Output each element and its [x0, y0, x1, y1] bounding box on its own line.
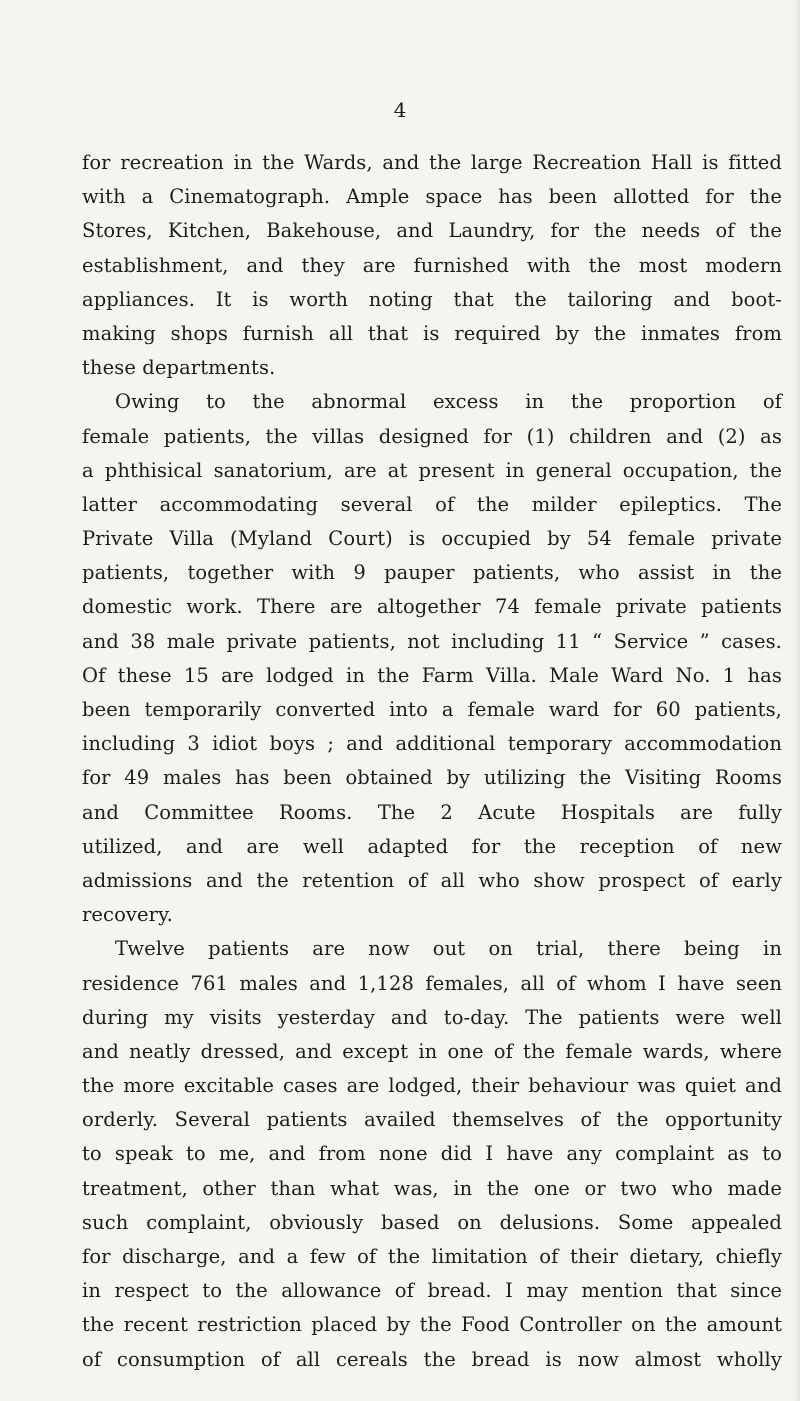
text-line: residence 761 males and 1,128 females, all of whom I have seen [82, 971, 782, 995]
text-line: Stores, Kitchen, Bakehouse, and Laundry, for the needs of the [82, 219, 782, 243]
paragraph-facilities [82, 146, 782, 385]
text-line: Twelve patients are now out on trial, there being in [115, 937, 782, 961]
text-line: the more excitable cases are lodged, their behaviour was quiet and [82, 1074, 782, 1098]
text-line: Owing to the abnormal excess in the proportion of [115, 390, 782, 414]
paragraph-accommodation [82, 385, 782, 932]
text-line: of consumption of all cereals the bread is now almost wholly [82, 1347, 782, 1371]
text-line: to speak to me, and from none did I have any complaint as to [82, 1142, 782, 1166]
text-line: domestic work. There are altogether 74 female private patients [82, 595, 782, 619]
text-line: in respect to the allowance of bread. I may mention that since [82, 1279, 782, 1303]
text-line: orderly. Several patients availed themselves of the opportunity [82, 1108, 782, 1132]
text-line: utilized, and are well adapted for the reception of new [82, 834, 782, 858]
text-line: establishment, and they are furnished with the most modern [82, 253, 782, 277]
text-line: and 38 male private patients, not including 11 “ Service ” cases. [82, 629, 782, 653]
body-text [82, 146, 782, 1377]
text-line: for recreation in the Wards, and the large Recreation Hall is fitted [82, 151, 782, 174]
text-line: treatment, other than what was, in the one or two who made [82, 1176, 782, 1200]
text-line: and neatly dressed, and except in one of the female wards, where [82, 1039, 782, 1063]
text-line: been temporarily converted into a female ward for 60 patients, [82, 698, 782, 721]
text-line: a phthisical sanatorium, are at present in general occupation, the [82, 458, 782, 482]
text-line: Private Villa (Myland Court) is occupied by 54 female private [82, 527, 782, 551]
text-line: for 49 males has been obtained by utilizing the Visiting Rooms [82, 766, 782, 790]
text-line: admissions and the retention of all who show prospect of early [82, 868, 782, 892]
paragraph-patients [82, 932, 782, 1376]
text-line: and Committee Rooms. The 2 Acute Hospitals are fully [82, 800, 782, 824]
text-line: for discharge, and a few of the limitation of their dietary, chiefly [82, 1245, 782, 1268]
text-line: the recent restriction placed by the Food Controller on the amount [82, 1313, 782, 1337]
text-line: Of these 15 are lodged in the Farm Villa. Male Ward No. 1 has [82, 663, 782, 687]
text-line: recovery. [82, 903, 173, 927]
page-number: 4 [393, 98, 407, 122]
text-line: these departments. [82, 356, 276, 380]
text-line: patients, together with 9 pauper patients, who assist in the [82, 561, 782, 585]
text-line: making shops furnish all that is required by the inmates from [82, 321, 782, 345]
text-line: latter accommodating several of the milder epileptics. The [82, 492, 782, 516]
text-line: appliances. It is worth noting that the tailoring and boot- [82, 287, 782, 311]
text-line: with a Cinematograph. Ample space has been allotted for the [82, 185, 782, 209]
text-line: during my visits yesterday and to-day. The patients were well [82, 1005, 782, 1029]
text-line: such complaint, obviously based on delusions. Some appealed [82, 1210, 782, 1234]
text-line: including 3 idiot boys ; and additional temporary accommodation [82, 732, 782, 756]
page-edge-shadow [794, 0, 800, 1401]
text-line: female patients, the villas designed for (1) children and (2) as [82, 424, 782, 448]
